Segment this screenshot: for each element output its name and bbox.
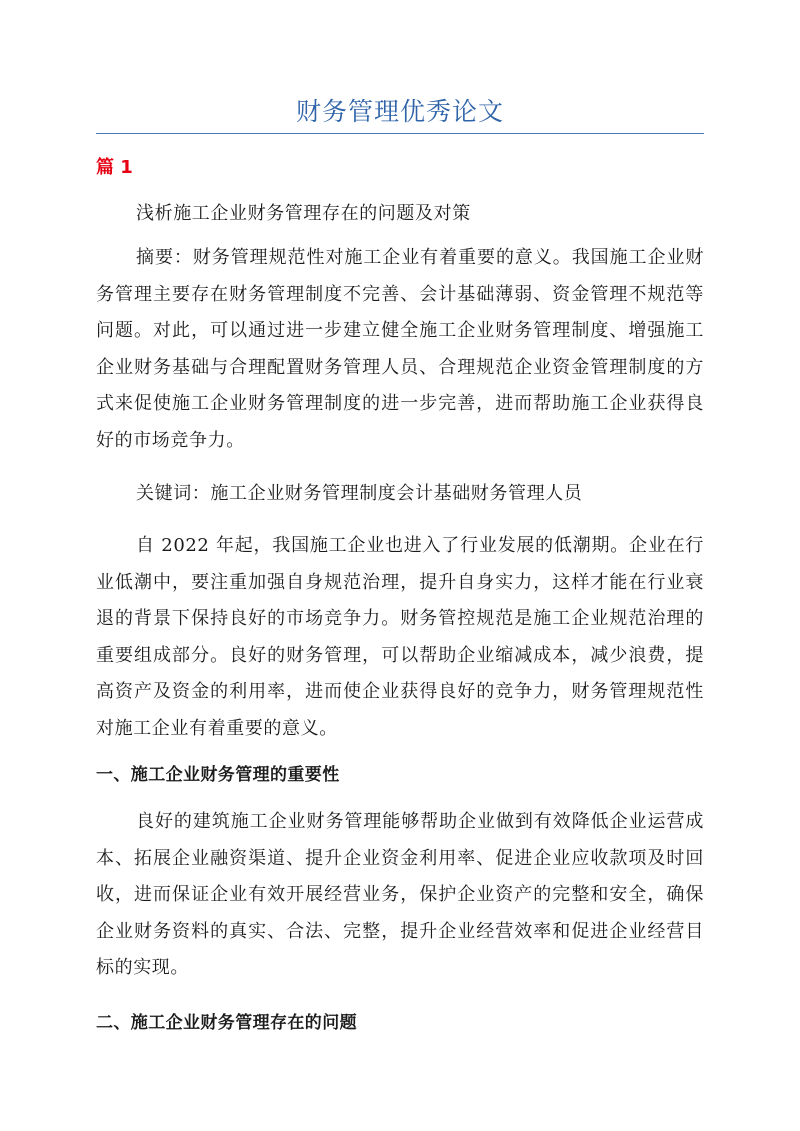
document-title: 财务管理优秀论文: [295, 97, 504, 126]
abstract-paragraph: 摘要：财务管理规范性对施工企业有着重要的意义。我国施工企业财务管理主要存在财务管理制度不完善、会计基础薄弱、资金管理不规范等问题。对此，可以通过进一步建立健全施工企业财务管理制度、增强施工企业财务基础与合理配置财务管理人员、合理规范企业资金管理制度的方式来促使施工企业财务管理制度的进一步完善，进而帮助施工企业获得良好的市场竞争力。: [96, 247, 704, 451]
keywords-paragraph: 关键词：施工企业财务管理制度会计基础财务管理人员: [136, 483, 583, 504]
intro-paragraph: 自 2022 年起，我国施工企业也进入了行业发展的低潮期。企业在行业低潮中，要注重加强自身规范治理，提升自身实力，这样才能在行业衰退的背景下保持良好的市场竞争力。财务管控规范是施工企业规范治理的重要组成部分。良好的财务管理，可以帮助企业缩减成本，减少浪费，提高资产及资金的利用率，进而使企业获得良好的竞争力，财务管理规范性对施工企业有着重要的意义。: [96, 535, 704, 739]
title-divider: [96, 133, 704, 134]
section-1-body: 良好的建筑施工企业财务管理能够帮助企业做到有效降低企业运营成本、拓展企业融资渠道、提升企业资金利用率、促进企业应收款项及时回收，进而保证企业有效开展经营业务，保护企业资产的完整和安全，确保企业财务资料的真实、合法、完整，提升企业经营效率和促进企业经营目标的实现。: [96, 811, 704, 978]
section-2-heading: 二、施工企业财务管理存在的问题: [96, 1013, 357, 1033]
section-1-heading: 一、施工企业财务管理的重要性: [96, 765, 340, 785]
article-title: 浅析施工企业财务管理存在的问题及对策: [136, 203, 471, 224]
chapter-label: 篇 1: [96, 157, 133, 178]
